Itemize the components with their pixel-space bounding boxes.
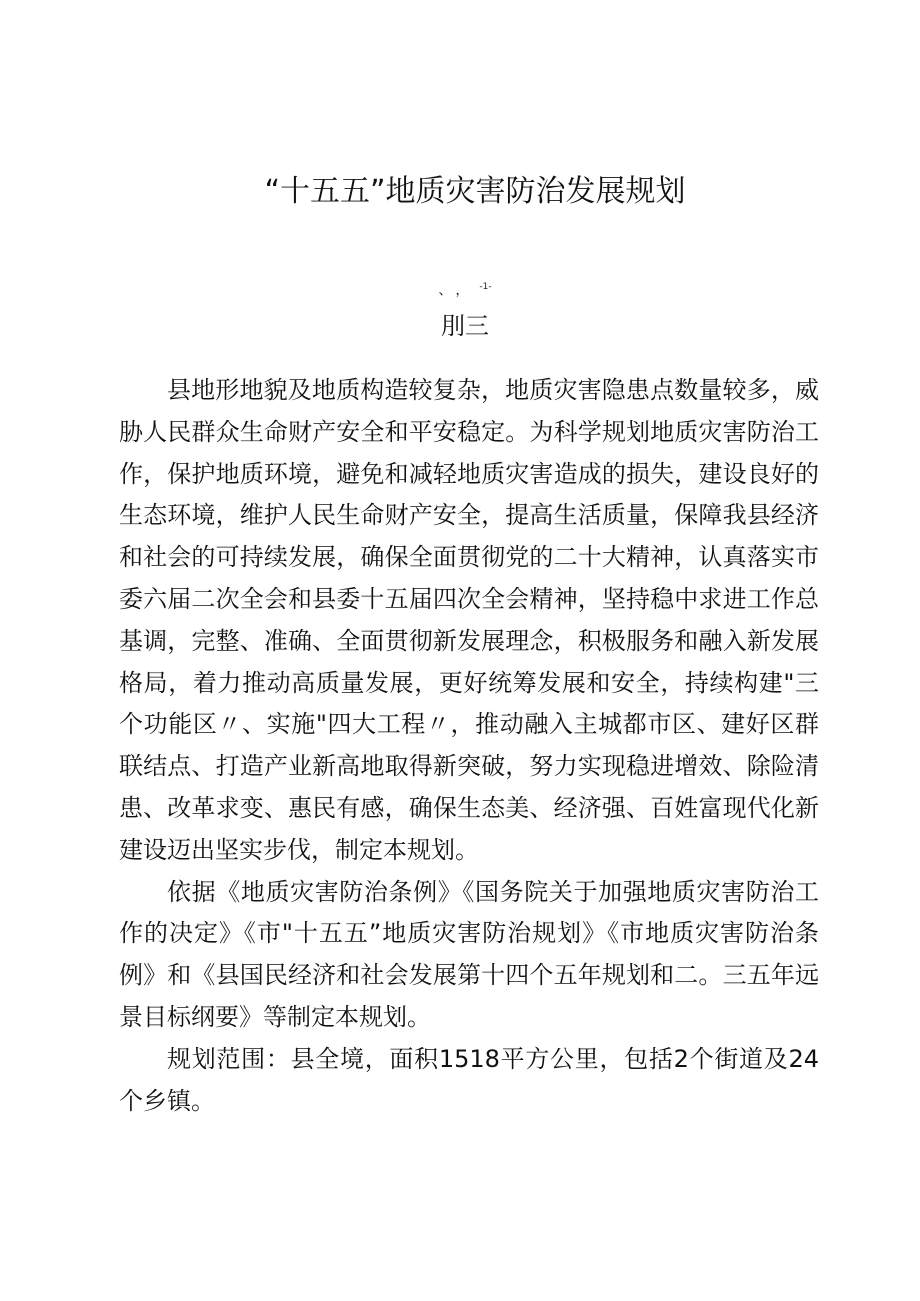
header-artifact-marks: 、， (438, 282, 480, 299)
document-title: “十五五”地质灾害防治发展规划 (264, 174, 686, 209)
header-artifact-page-mark: -1- (479, 282, 492, 292)
paragraph-scope: 规划范围：县全境，面积1518平方公里，包括2个街道及24个乡镇。 (119, 1044, 819, 1115)
header-artifact (0, 278, 920, 300)
paragraph-intro: 县地形地貌及地质构造较复杂，地质灾害隐患点数量较多，威胁人民群众生命财产安全和平安稳定。为科学规划地质灾害防治工作，保护地质环境，避免和减轻地质灾害造成的损失，建设良好的生态环境，维护人民生命财产安全，提高生活质量，保障我县经济和社会的可持续发展，确保全面贯彻党的二十大精神，认真落实市委六届二次全会和县委十五届四次全会精神，坚持稳中求进工作总基调，完整、准确、全面贯彻新发展理念，积极服务和融入新发展格局，着力推动高质量发展，更好统筹发展和安全，持续构建"三个功能区〃、实施"四大工程〃，推动融入主城都市区、建好区群联结点、打造产业新高地取得新突破，努力实现稳进增效、除险清患、改革求变、惠民有感，确保生态美、经济强、百姓富现代化新建设迈出坚实步伐，制定本规划。 (119, 376, 819, 864)
body-text (119, 370, 819, 1122)
section-heading: 刖三 (441, 312, 489, 340)
paragraph-basis: 依据《地质灾害防治条例》《国务院关于加强地质灾害防治工作的决定》《市"十五五”地质灾害防治规划》《市地质灾害防治条例》和《县国民经济和社会发展第十四个五年规划和二。三五年远景目标纲要》等制定本规划。 (119, 877, 819, 1031)
